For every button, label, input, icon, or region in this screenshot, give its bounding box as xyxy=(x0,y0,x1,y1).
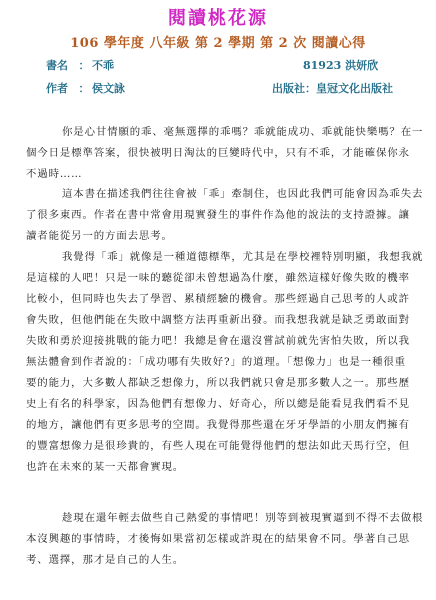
paragraph-line: 這本書在描述我們往往會被「乖」牽制住，也因此我們可能會因為乖失去 xyxy=(62,188,424,200)
paragraph-line: 你是心甘情願的乖、毫無選擇的乖嗎？乖就能成功、乖就能快樂嗎？在一 xyxy=(62,126,424,138)
paragraph-3 xyxy=(26,247,426,478)
paragraph-line: 比較小，但同時也失去了學習、累積經驗的機會。那些經過自己思考的人或許 xyxy=(26,293,410,305)
author-label: 作者 xyxy=(46,82,68,95)
paragraph-line: 的豐富想像力是很珍貴的，有些人現在可能覺得他們的想法如此天馬行空，但 xyxy=(26,440,410,452)
book-label: 書名 xyxy=(46,59,68,72)
paragraph-line: 考、選擇，那才是自己的人生。 xyxy=(26,554,185,566)
paragraph-line: 要的能力，大多數人都缺乏想像力，所以我們就只會是那多數人之一。那些歷 xyxy=(26,377,410,389)
page-subtitle: 106 學年度 八年級 第 2 學期 第 2 次 閱讀心得 xyxy=(70,36,366,51)
paragraph-line: 不過時…… xyxy=(26,168,83,180)
author-info-row xyxy=(46,80,406,96)
publisher: 出版社：皇冠文化出版社 xyxy=(272,82,393,95)
paragraph-1 xyxy=(26,122,426,185)
author-separator: ： xyxy=(78,82,90,95)
paragraph-line: 個今日是標準答案，很快被明日淘汰的巨變時代中，只有不乖，才能確保你永 xyxy=(26,147,410,159)
paragraph-line: 失敗和勇於迎接挑戰的能力吧！我總是會在還沒嘗試前就先害怕失敗，所以我 xyxy=(26,335,410,347)
book-separator: ： xyxy=(78,59,90,72)
paragraph-line: 會失敗，但他們能在失敗中調整方法再重新出發。而我想我就是缺乏勇敢面對 xyxy=(26,314,410,326)
paragraph-line: 我覺得「乖」就像是一種道德標準，尤其是在學校裡特別明顯，我想我就 xyxy=(62,251,424,263)
paragraph-line: 是這樣的人吧！只是一味的聽從卻未曾想過為什麼，雖然這樣好像失敗的機率 xyxy=(26,272,410,284)
paragraph-line: 也許在未來的某一天都會實現。 xyxy=(26,461,185,473)
paragraph-line: 讀者能從另一的方面去思考。 xyxy=(26,230,173,242)
paragraph-line: 無法體會到作者說的：「成功哪有失敗好?」的道理。「想像力」也是一種很重 xyxy=(26,356,406,368)
author-name: 侯文詠 xyxy=(92,82,125,95)
paragraph-line: 趁現在還年輕去做些自己熱愛的事情吧！別等到被現實逼到不得不去做根 xyxy=(62,512,424,524)
book-name: 不乖 xyxy=(92,59,114,72)
paragraph-line: 本沒興趣的事情時，才後悔如果當初怎樣或許現在的結果會不同。學著自己思 xyxy=(26,533,410,545)
page-title: 閱讀桃花源 xyxy=(168,8,268,29)
paragraph-2 xyxy=(26,184,426,247)
paragraph-line: 史上有名的科學家，因為他們有想像力、好奇心，所以總是能看見我們看不見 xyxy=(26,398,410,410)
book-info-row xyxy=(46,57,406,73)
paragraph-line: 的地方，讓他們有更多思考的空間。我覺得那些還在牙牙學語的小朋友們擁有 xyxy=(26,419,410,431)
paragraph-line: 了很多東西。作者在書中常會用現實發生的事件作為他的說法的支持證據。讓 xyxy=(26,209,410,221)
paragraph-4 xyxy=(26,508,426,571)
student-id-name: 81923 洪妍欣 xyxy=(303,59,379,72)
